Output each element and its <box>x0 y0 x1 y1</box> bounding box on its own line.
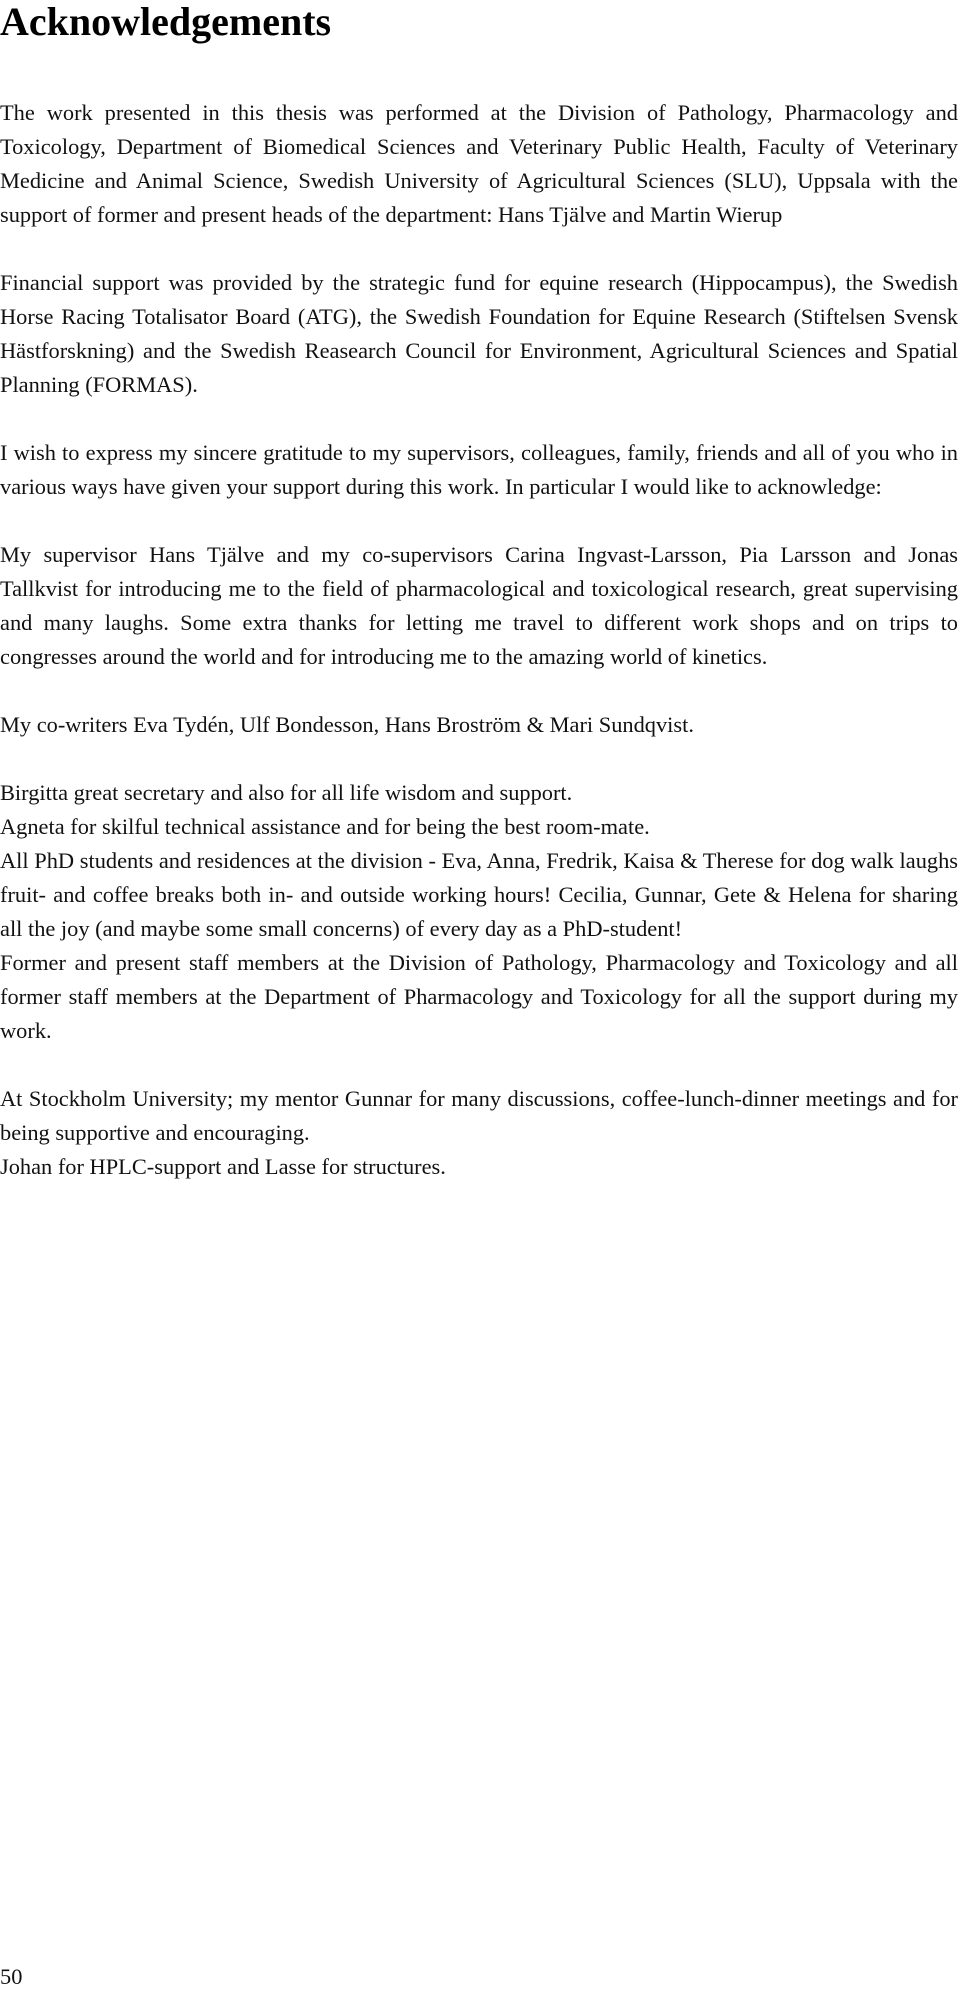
acknowledgements-body <box>0 96 958 1184</box>
paragraph-hplc: Johan for HPLC-support and Lasse for structures. <box>0 1154 446 1179</box>
paragraph-phd-students: All PhD students and residences at the division - Eva, Anna, Fredrik, Kaisa & Therese for dog walk laughs fruit- and coffee breaks both in- and outside working hours! Cecilia, Gunnar, Gete & Helena for sharing all the joy (and maybe some small concerns) of every day as a PhD-student! <box>0 848 958 941</box>
page-number: 50 <box>0 1964 23 1989</box>
page-title: Acknowledgements <box>0 0 332 44</box>
paragraph-supervisors: My supervisor Hans Tjälve and my co-supervisors Carina Ingvast-Larsson, Pia Larsson and Jonas Tallkvist for introducing me to the field of pharmacological and toxicological research, great supervising and many laughs. Some extra thanks for letting me travel to different work shops and on trips to congresses around the world and for introducing me to the amazing world of kinetics. <box>0 542 958 669</box>
paragraph-funding: Financial support was provided by the strategic fund for equine research (Hippocampus), the Swedish Horse Racing Totalisator Board (ATG), the Swedish Foundation for Equine Research (Stiftelsen Svensk Hästforskning) and the Swedish Reasearch Council for Environment, Agricultural Sciences and Spatial Planning (FORMAS). <box>0 270 958 397</box>
paragraph-institution: The work presented in this thesis was performed at the Division of Pathology, Pharmacology and Toxicology, Department of Biomedical Sciences and Veterinary Public Health, Faculty of Veterinary Medicine and Animal Science, Swedish University of Agricultural Sciences (SLU), Uppsala with the support of former and present heads of the department: Hans Tjälve and Martin Wierup <box>0 100 958 227</box>
paragraph-gratitude: I wish to express my sincere gratitude to my supervisors, colleagues, family, friends and all of you who in various ways have given your support during this work. In particular I would like to acknowledge: <box>0 440 958 499</box>
paragraph-co-writers: My co-writers Eva Tydén, Ulf Bondesson, Hans Broström & Mari Sundqvist. <box>0 712 694 737</box>
paragraph-stockholm: At Stockholm University; my mentor Gunnar for many discussions, coffee-lunch-dinner meetings and for being supportive and encouraging. <box>0 1086 958 1145</box>
paragraph-staff: Former and present staff members at the Division of Pathology, Pharmacology and Toxicology and all former staff members at the Department of Pharmacology and Toxicology for all the support during my work. <box>0 950 958 1043</box>
paragraph-technical-assistance: Agneta for skilful technical assistance and for being the best room-mate. <box>0 814 650 839</box>
paragraph-secretary: Birgitta great secretary and also for all life wisdom and support. <box>0 780 573 805</box>
